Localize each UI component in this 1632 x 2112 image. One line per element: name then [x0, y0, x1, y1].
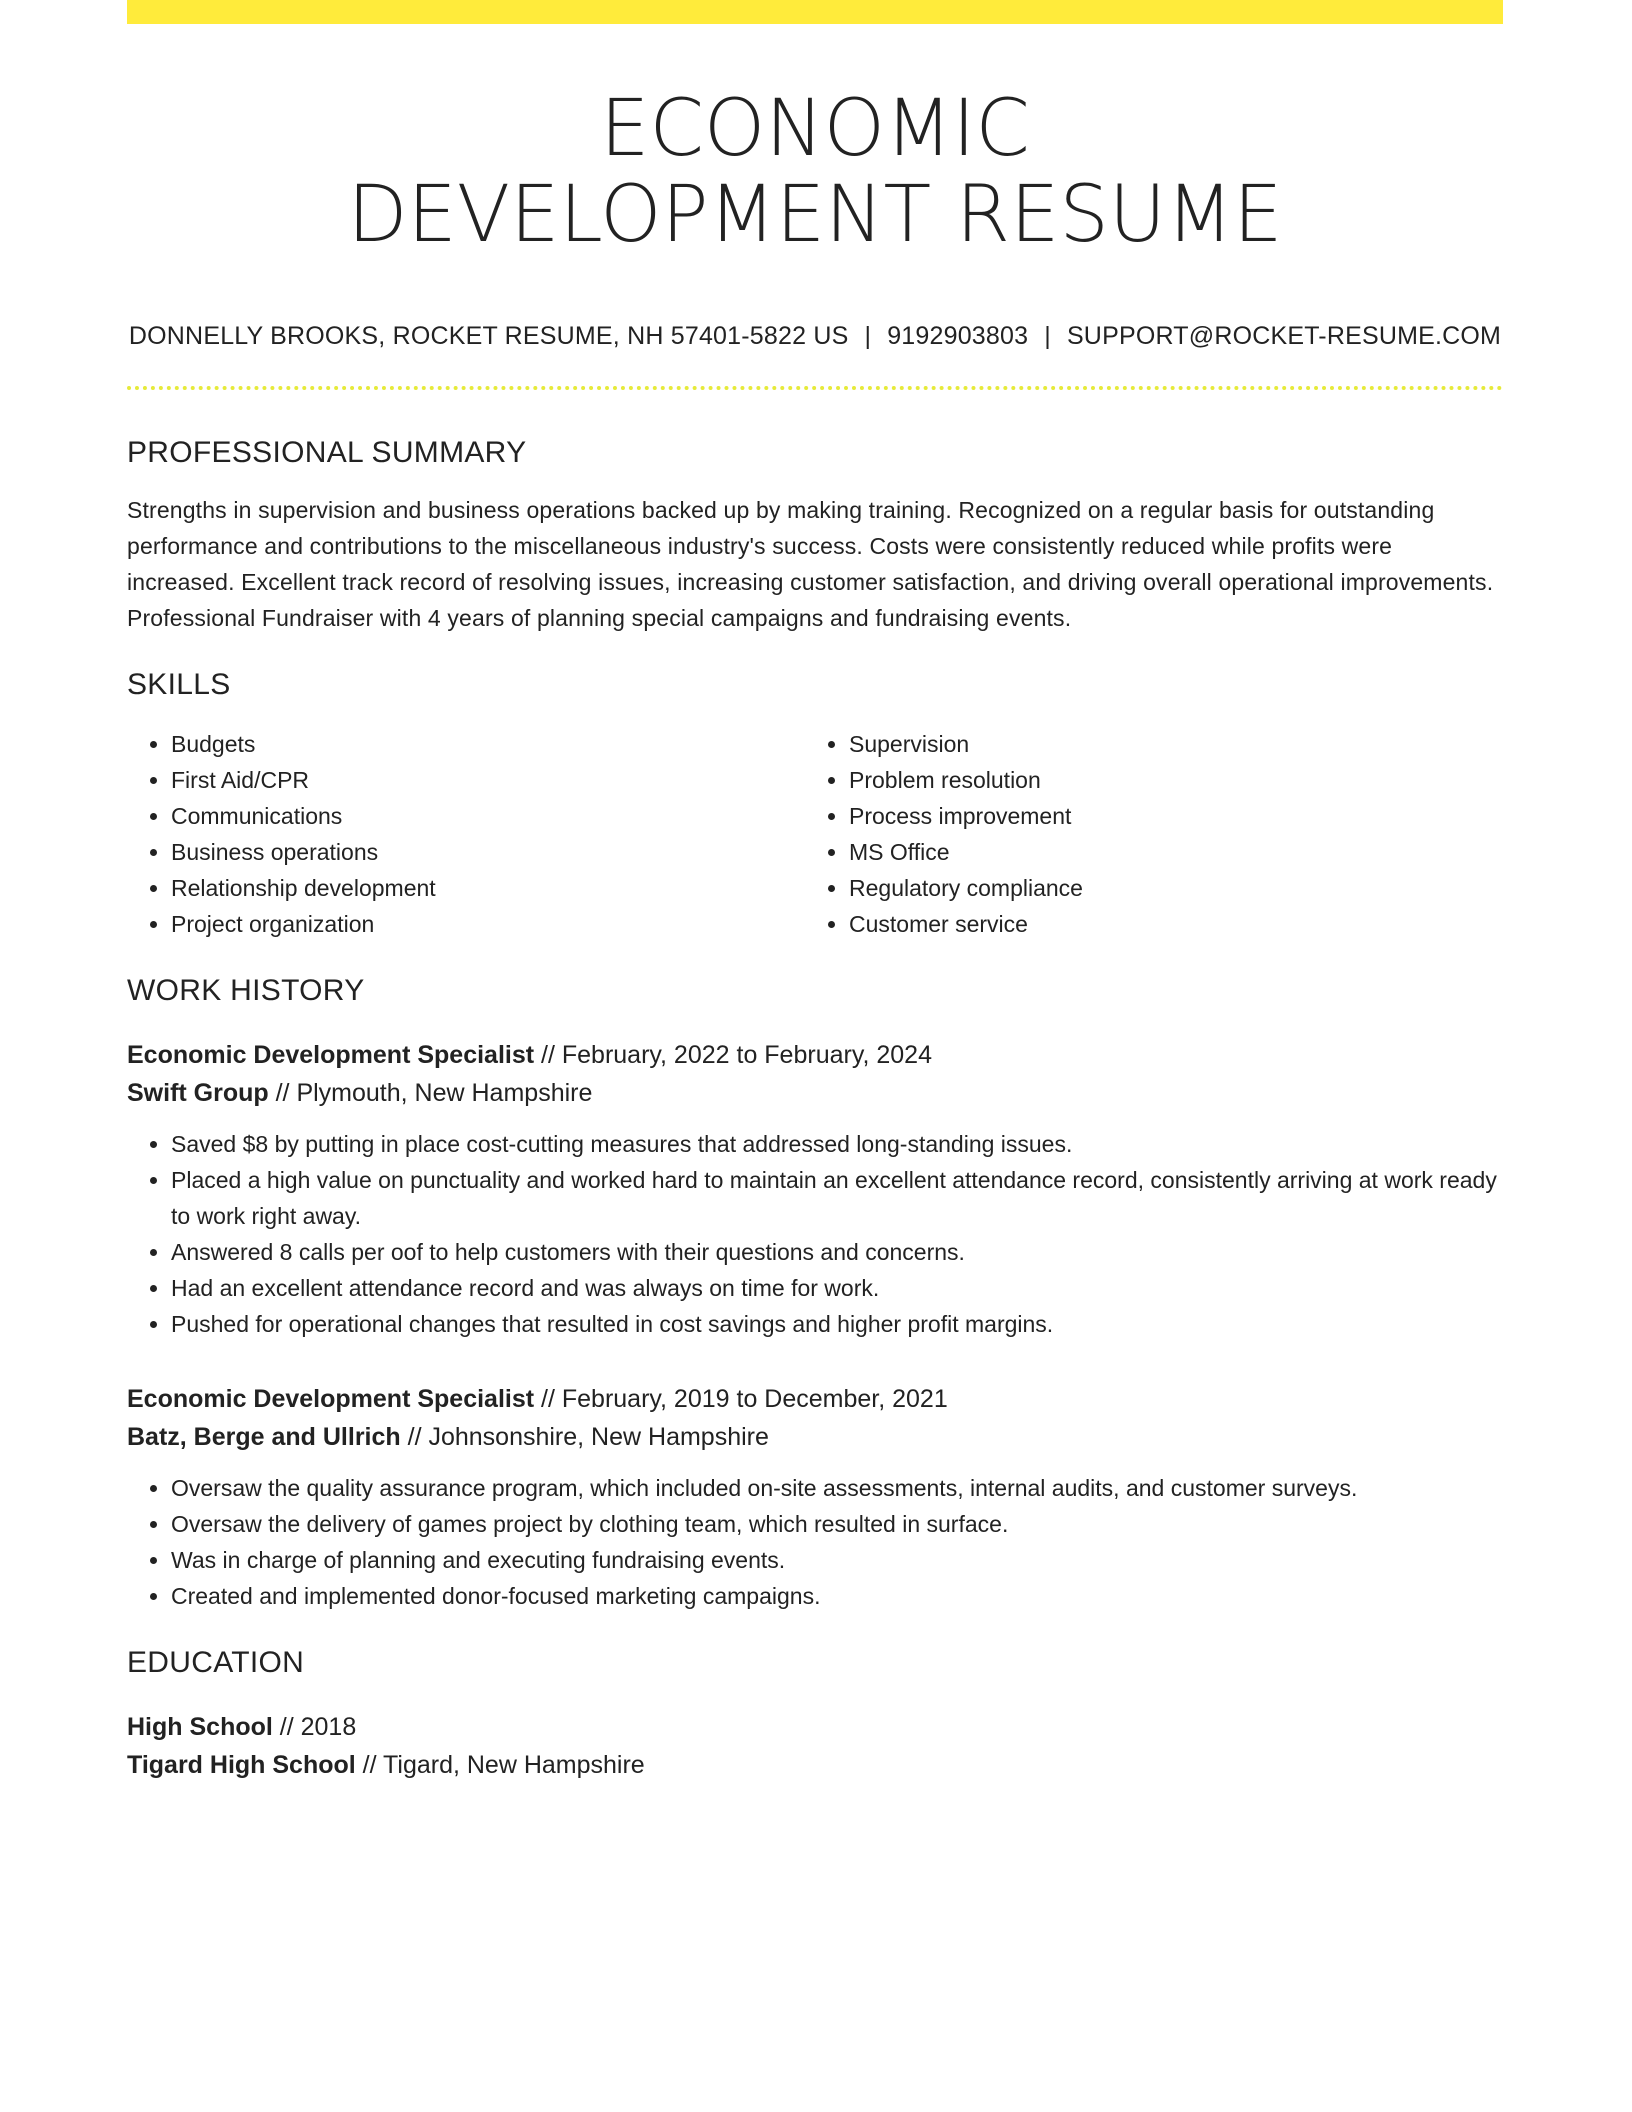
title-line-1: ECONOMIC [600, 84, 1030, 174]
skills-column-left [127, 726, 805, 942]
skill-item: • Supervision [849, 726, 1483, 762]
skill-item: • Process improvement [849, 798, 1483, 834]
job-location: // Johnsonshire, New Hampshire [400, 1423, 769, 1451]
job-bullet: • Answered 8 calls per oof to help customers with their questions and concerns. [171, 1234, 1503, 1270]
skill-item: • Budgets [171, 726, 805, 762]
job-bullet: • Created and implemented donor-focused marketing campaigns. [171, 1578, 1503, 1614]
skills-list [127, 726, 1503, 942]
job-location: // Plymouth, New Hampshire [268, 1079, 593, 1107]
education-heading: EDUCATION [127, 1646, 305, 1679]
job-bullets [127, 1470, 1503, 1614]
job-entry [127, 1036, 1503, 1342]
skills-heading: SKILLS [127, 668, 231, 701]
skill-item: • Relationship development [171, 870, 805, 906]
education-school-line [127, 1746, 1503, 1784]
contact-address: DONNELLY BROOKS, ROCKET RESUME, NH 57401-5822 US [128, 322, 849, 350]
education-degree-line [127, 1708, 1503, 1746]
education-location: // Tigard, New Hampshire [355, 1751, 645, 1779]
skill-item: • Customer service [849, 906, 1483, 942]
job-company-line [127, 1418, 1503, 1456]
job-bullets [127, 1126, 1503, 1342]
education-entry [127, 1708, 1503, 1784]
skill-item: • Business operations [171, 834, 805, 870]
job-bullet: • Saved $8 by putting in place cost-cutting measures that addressed long-standing issues. [171, 1126, 1503, 1162]
skill-item: • First Aid/CPR [171, 762, 805, 798]
skill-item: • MS Office [849, 834, 1483, 870]
resume-title [127, 86, 1503, 258]
education-degree: High School [127, 1713, 273, 1741]
title-line-2: DEVELOPMENT RESUME [347, 170, 1283, 260]
skills-column-right [805, 726, 1483, 942]
job-title-line [127, 1036, 1503, 1074]
job-position: Economic Development Specialist [127, 1041, 535, 1069]
job-entry [127, 1380, 1503, 1614]
resume-page [127, 0, 1503, 1784]
dotted-divider [127, 386, 1503, 390]
job-bullet: • Pushed for operational changes that resulted in cost savings and higher profit margins. [171, 1306, 1503, 1342]
job-company: Batz, Berge and Ullrich [127, 1423, 401, 1451]
summary-text: Strengths in supervision and business operations backed up by making training. Recognized on a regular basis for outstanding performance and contributions to the miscellaneous industry's success. Costs were consistently reduced while profits were increased. Excellent track record of resolving issues, increasing customer satisfaction, and driving overall operational improvements. Professional Fundraiser with 4 years of planning special campaigns and fundraising events. [127, 497, 1494, 631]
skill-item: • Project organization [171, 906, 805, 942]
contact-email: SUPPORT@ROCKET-RESUME.COM [1066, 322, 1502, 350]
job-bullet: • Had an excellent attendance record and was always on time for work. [171, 1270, 1503, 1306]
job-dates: // February, 2019 to December, 2021 [534, 1385, 948, 1413]
skill-item: • Problem resolution [849, 762, 1483, 798]
work-history-heading: WORK HISTORY [127, 974, 365, 1007]
job-company: Swift Group [127, 1079, 269, 1107]
contact-line [127, 320, 1503, 352]
contact-separator: | [864, 322, 872, 350]
job-dates: // February, 2022 to February, 2024 [534, 1041, 932, 1069]
skill-item: • Regulatory compliance [849, 870, 1483, 906]
top-accent-bar [127, 0, 1503, 24]
job-company-line [127, 1074, 1503, 1112]
summary-heading: PROFESSIONAL SUMMARY [127, 436, 527, 469]
job-bullet: • Oversaw the delivery of games project by clothing team, which resulted in surface. [171, 1506, 1503, 1542]
education-school: Tigard High School [127, 1751, 356, 1779]
contact-phone: 9192903803 [887, 322, 1029, 350]
job-title-line [127, 1380, 1503, 1418]
education-year: // 2018 [272, 1713, 357, 1741]
job-bullet: • Was in charge of planning and executing fundraising events. [171, 1542, 1503, 1578]
job-bullet: • Oversaw the quality assurance program, which included on-site assessments, internal audits, and customer surveys. [171, 1470, 1503, 1506]
job-bullet: • Placed a high value on punctuality and worked hard to maintain an excellent attendance record, consistently arriving at work ready to work right away. [171, 1162, 1503, 1234]
contact-separator: | [1044, 322, 1051, 350]
job-position: Economic Development Specialist [127, 1385, 535, 1413]
skill-item: • Communications [171, 798, 805, 834]
